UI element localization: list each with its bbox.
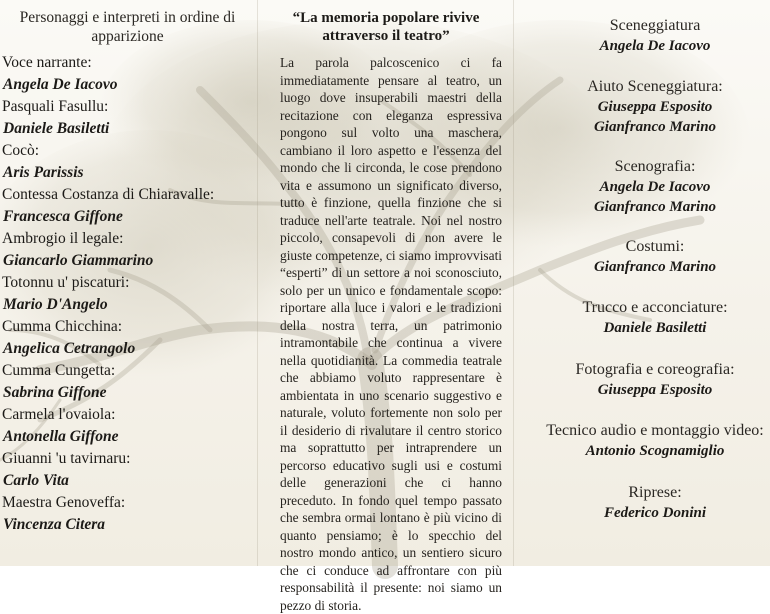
credit-name: Gianfranco Marino — [593, 119, 717, 135]
role-name: Carmela l'ovaiola: — [2, 406, 116, 423]
intro-title — [268, 9, 504, 45]
cast-entry — [0, 492, 255, 536]
cast-entry — [0, 96, 255, 140]
role-name: Voce narrante: — [2, 54, 92, 71]
credit-name: Giuseppa Esposito — [597, 98, 713, 115]
credit-label: Scenografia: — [614, 157, 696, 175]
actor-name: Antonella Giffone — [3, 428, 119, 445]
actor-name: Vincenza Citera — [3, 516, 106, 533]
credit-block — [540, 483, 770, 524]
cast-list — [0, 52, 255, 536]
actor-name: Carlo Vita — [3, 472, 69, 489]
cast-heading-text: Personaggi e interpreti in ordine di apparizione — [19, 9, 236, 45]
cast-entry — [0, 360, 255, 404]
credit-block — [540, 237, 770, 278]
credit-label: Tecnico audio e montaggio video: — [546, 422, 764, 439]
credit-name: Giuseppa Esposito — [597, 381, 713, 398]
credit-name: Gianfranco Marino — [593, 199, 717, 215]
credit-label: Fotografia e coreografia: — [575, 360, 735, 378]
credit-label: Costumi: — [625, 237, 685, 255]
role-name: Totonnu u' piscaturi: — [2, 274, 130, 291]
credit-block — [540, 360, 770, 401]
role-name: Pasquali Fasullu: — [2, 98, 109, 115]
cast-entry — [0, 52, 255, 96]
credit-name: Daniele Basiletti — [603, 320, 707, 336]
intro-title-line: attraverso il teatro” — [322, 28, 450, 44]
credit-label: Trucco e acconciature: — [582, 299, 728, 316]
credit-block — [540, 157, 770, 218]
credit-label: Sceneggiatura — [609, 17, 701, 34]
actor-name: Aris Parissis — [3, 164, 84, 181]
credit-label: Riprese: — [628, 483, 682, 501]
cast-entry — [0, 184, 255, 228]
cast-entry — [0, 448, 255, 492]
role-name: Maestra Genoveffa: — [2, 494, 126, 511]
role-name: Cumma Cungetta: — [2, 362, 116, 379]
fold-line-right — [513, 0, 514, 566]
cast-heading — [0, 8, 255, 46]
credit-name: Angela De Iacovo — [599, 38, 711, 54]
credit-label: Aiuto Sceneggiatura: — [587, 77, 723, 95]
role-name: Cocò: — [2, 142, 40, 159]
credits-panel — [540, 0, 770, 566]
cast-entry — [0, 140, 255, 184]
credit-name: Angela De Iacovo — [599, 178, 711, 195]
actor-name: Angela De Iacovo — [3, 76, 118, 93]
role-name: Cumma Chicchina: — [2, 318, 123, 335]
credit-block — [540, 298, 770, 339]
actor-name: Daniele Basiletti — [3, 120, 110, 137]
cast-entry — [0, 228, 255, 272]
cast-panel — [0, 0, 255, 566]
cast-entry — [0, 272, 255, 316]
actor-name: Angelica Cetrangolo — [3, 340, 136, 357]
role-name: Giuanni 'u tavirnaru: — [2, 450, 131, 467]
intro-panel — [268, 0, 504, 613]
intro-title-line: “La memoria popolare rivive — [292, 10, 480, 26]
actor-name: Giancarlo Giammarino — [3, 252, 154, 269]
credit-block — [540, 16, 770, 57]
cast-entry — [0, 316, 255, 360]
credit-name: Antonio Scognamiglio — [585, 443, 725, 459]
role-name: Contessa Costanza di Chiaravalle: — [2, 186, 215, 203]
actor-name: Sabrina Giffone — [3, 384, 107, 401]
actor-name: Francesca Giffone — [3, 208, 123, 225]
credit-block — [540, 421, 770, 462]
credit-block — [540, 77, 770, 138]
actor-name: Mario D'Angelo — [3, 296, 108, 313]
intro-body-text: La parola palcoscenico ci fa immediatamente pensare al teatro, un luogo dove insuperabili maestri della recitazione con eleganza espressiva pongono sul volto una maschera, cambiano il loro aspetto e l'essenza del mondo che li circonda, le cose prendono vita e assumono un significato diverso, tutto è finzione, quella finzione che si traduce nell'arte teatrale. Noi nel nostro piccolo, consapevoli di non avere le giuste competenze, ci siamo improvvisati “esperti” di un settore a noi sconosciuto, solo per un unico e fondamentale scopo: riportare alla luce i valori e le tradizioni della nostra terra, un patrimonio intramontabile che continua a vivere nella quotidianità. La commedia teatrale che abbiamo voluto rappresentare è ambientata in uno scenario suggestivo e naturale, voluto fortemente non solo per il desiderio di rivalutare il centro storico ma soprattutto per intraprendere un percorso educativo sugli usi e costumi delle generazioni che ci hanno preceduto. In fondo quel tempo passato che sembra ormai lontano è più vicino di quanto pensiamo; è lo specchio del nostro mondo antico, un sentiero sicuro che ci conduce ad affrontare con più responsabilità il presente: noi siamo un pezzo di storia. — [280, 55, 503, 613]
fold-line-left — [257, 0, 258, 566]
credit-name: Federico Donini — [603, 504, 707, 521]
role-name: Ambrogio il legale: — [2, 230, 124, 247]
cast-entry — [0, 404, 255, 448]
credit-name: Gianfranco Marino — [593, 258, 717, 275]
